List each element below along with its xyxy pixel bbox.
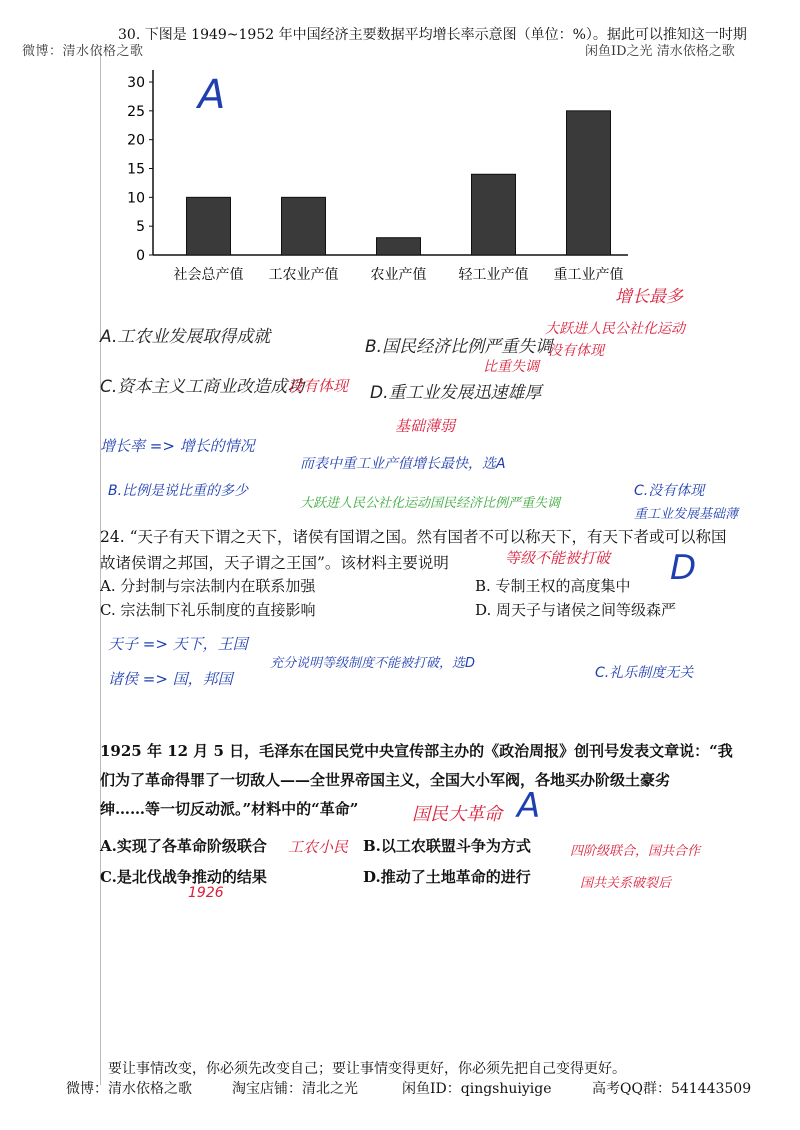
chart-y-tick-label: 15 — [127, 161, 145, 178]
footer-weibo: 微博：清水依格之歌 — [66, 1081, 192, 1097]
footer-motto: 要让事情改变，你必须先改变自己；要让事情变得更好，你必须先把自己变得更好。 — [108, 1061, 626, 1077]
note-weak-base: 基础薄弱 — [395, 417, 456, 435]
note-c-25: 1926 — [188, 885, 224, 901]
big-answer-d: D — [670, 548, 697, 588]
note-b-ratio: B.比例是说比重的多少 — [108, 483, 249, 499]
q30-option-a: A.工农业发展取得成就 — [100, 327, 271, 347]
chart-category-label: 重工业产值 — [553, 267, 624, 283]
q25-option-c: C.是北伐战争推动的结果 — [100, 868, 267, 886]
chart-bar — [282, 197, 326, 255]
q24-stem-line1: 24. “天子有天下谓之天下，诸侯有国谓之国。然有国者不可以称天下，有天下者或可以称国 — [100, 528, 727, 546]
footer-xianyu: 闲鱼ID：qingshuiyige — [402, 1081, 552, 1097]
q25-option-d: D.推动了土地革命的进行 — [363, 868, 531, 886]
q25-stem-line2: 们为了革命得罪了一切敌人——全世界帝国主义，全国大小军阀，各地买办阶级土豪劣 — [100, 771, 671, 789]
header-right-note: 闲鱼ID之光 清水依格之歌 — [585, 44, 735, 59]
chart-category-label: 工农业产值 — [268, 267, 339, 283]
chart-category-label: 社会总产值 — [173, 267, 244, 283]
footer-taobao: 淘宝店铺：清北之光 — [232, 1081, 358, 1097]
note-growth-meaning: 增长率 => 增长的情况 — [100, 437, 255, 455]
q24-option-a: A. 分封制与宗法制内在联系加强 — [100, 577, 316, 595]
note-fully: 充分说明等级制度不能被打破，选D — [270, 656, 476, 671]
chart-y-tick-label: 30 — [127, 75, 145, 91]
note-heavy-industry: 而表中重工业产值增长最快，选A — [300, 456, 506, 472]
note-zhuhou: 诸侯 => 国，邦国 — [108, 670, 233, 688]
note-c-irrelevant: C.礼乐制度无关 — [595, 665, 694, 681]
q24-option-c: C. 宗法制下礼乐制度的直接影响 — [100, 601, 316, 619]
note-increase-max: 增长最多 — [615, 287, 683, 307]
chart-bar — [567, 111, 611, 255]
note-c-not-shown: 没有体现 — [288, 377, 349, 395]
big-answer-a: A — [198, 72, 226, 118]
chart-categories — [174, 266, 624, 283]
chart-category-label: 轻工业产值 — [458, 267, 529, 283]
q30-option-c: C.资本主义工商业改造成功 — [100, 377, 305, 397]
chart-bar — [472, 174, 516, 255]
footer-qq: 高考QQ群：541443509 — [592, 1081, 752, 1097]
note-national: 国民大革命 — [412, 804, 502, 825]
note-b-25: 四阶级联合，国共合作 — [570, 844, 701, 859]
note-a-25: 工农小民 — [288, 838, 349, 856]
q25-option-b: B.以工农联盟斗争为方式 — [363, 837, 531, 855]
chart-bars — [187, 111, 611, 255]
q25-stem-line3: 绅……等一切反动派。”材料中的“革命” — [100, 800, 359, 818]
chart-y-tick-label: 10 — [127, 190, 145, 207]
note-d: 重工业发展基础薄 — [634, 507, 739, 522]
chart-bar — [187, 197, 231, 255]
q24-option-b: B. 专制王权的高度集中 — [475, 577, 631, 595]
q25-option-a: A.实现了各革命阶级联合 — [100, 837, 267, 855]
chart-y-tick-label: 20 — [127, 132, 145, 149]
note-b-not-shown: 没有体现 — [548, 343, 604, 359]
note-leap-forward: 大跃进人民公社化运动 — [545, 321, 685, 337]
q25-stem-line1: 1925 年 12 月 5 日，毛泽东在国民党中央宣传部主办的《政治周报》创刊号发表文章说：“我 — [100, 742, 733, 760]
note-ratio: 比重失调 — [483, 359, 539, 375]
q24-stem-line2: 故诸侯谓之邦国，天子谓之王国”。该材料主要说明 — [100, 554, 449, 572]
note-d-25: 国共关系破裂后 — [580, 876, 672, 891]
note-c: C.没有体现 — [634, 483, 705, 499]
chart-y-tick-label: 25 — [127, 103, 145, 120]
chart-y-tick-label: 5 — [136, 219, 145, 236]
big-answer-a-25: A — [517, 786, 541, 826]
q30-option-b: B.国民经济比例严重失调 — [365, 337, 553, 357]
chart-y-ticks — [127, 75, 153, 264]
chart-y-tick-label: 0 — [136, 248, 145, 264]
note-level: 等级不能被打破 — [505, 549, 611, 567]
chart-category-label: 农业产值 — [370, 267, 427, 283]
q24-option-d: D. 周天子与诸侯之间等级森严 — [475, 601, 677, 619]
note-tianzi: 天子 => 天下，王国 — [108, 635, 248, 653]
chart-bar — [377, 238, 421, 255]
q30-option-d: D.重工业发展迅速雄厚 — [370, 383, 542, 403]
note-green: 大跃进人民公社化运动国民经济比例严重失调 — [300, 496, 561, 511]
header-weibo: 微博：清水依格之歌 — [22, 44, 144, 59]
question-30-title: 30. 下图是 1949~1952 年中国经济主要数据平均增长率示意图（单位：%）。据此可以推知这一时期 — [118, 27, 747, 43]
